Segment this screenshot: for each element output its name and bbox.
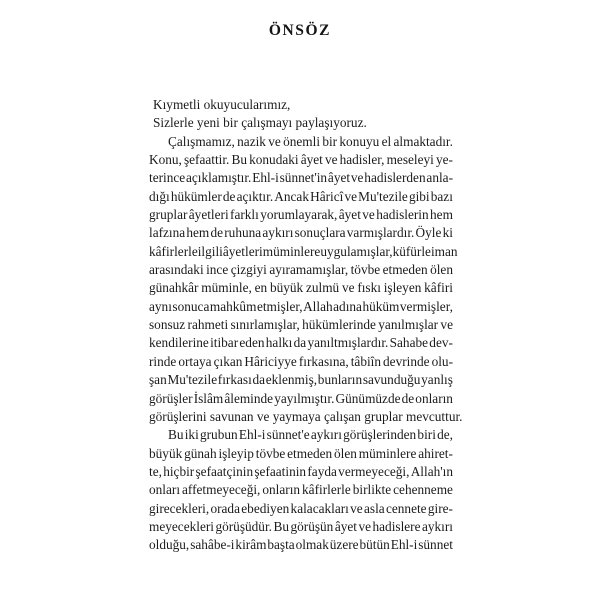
word: meseleyi	[386, 152, 434, 168]
word: Sahabe	[389, 335, 429, 351]
word: iki	[184, 427, 199, 443]
word: sahâbe-i	[190, 537, 235, 553]
word: şefaatinin	[254, 463, 307, 479]
word: yayılmıştır.	[274, 390, 335, 406]
word: onların	[415, 390, 453, 406]
word: Bu	[168, 427, 184, 443]
word: ince	[206, 262, 229, 278]
word: Bu	[273, 518, 289, 534]
text-line	[149, 151, 453, 169]
word: müminlere	[262, 243, 321, 259]
word: ve	[268, 133, 281, 149]
word: küfürle	[392, 243, 431, 259]
word: çıkan	[213, 353, 243, 369]
word: en	[254, 280, 268, 296]
word: konuyu	[339, 133, 380, 149]
word: rahmeti	[187, 317, 229, 333]
word: yanılmışlar	[378, 317, 439, 333]
word: yanıltmışlardır.	[307, 335, 389, 351]
word: tövbe	[350, 262, 381, 278]
word: büyük	[149, 445, 183, 461]
word: halkı	[265, 335, 293, 351]
word: yorumlayarak,	[260, 207, 338, 223]
word: orada	[210, 500, 240, 516]
text-line	[149, 463, 453, 481]
paragraph	[149, 96, 453, 133]
word: Ancak	[274, 188, 309, 204]
document-body	[149, 96, 463, 555]
word: Hâriciyye	[244, 353, 297, 369]
word: ortaya	[178, 353, 212, 369]
word: savunduğu	[362, 372, 421, 388]
text-line	[149, 133, 453, 151]
text-line	[149, 334, 453, 352]
word: âyetleri	[188, 207, 229, 223]
word: hadislere	[372, 518, 421, 534]
word: âyetleri	[222, 243, 263, 259]
word: affetmeyeceği,	[182, 482, 261, 498]
word: şefaattir.	[183, 152, 230, 168]
word: biri	[417, 427, 436, 443]
word: olduğu,	[149, 537, 190, 553]
word: âleminde	[224, 390, 274, 406]
word: Ehl-i	[390, 537, 418, 553]
word: âyet	[334, 518, 357, 534]
word: yanlış	[421, 372, 453, 388]
text-line	[149, 500, 453, 518]
text-line	[149, 426, 453, 444]
word: ebediyen	[241, 500, 290, 516]
word: kâfirlerle	[149, 243, 198, 259]
word: devrinde	[383, 353, 430, 369]
word: de,	[437, 427, 453, 443]
word: sünnet	[418, 537, 453, 553]
text-line	[149, 481, 453, 499]
word: İslâm	[193, 390, 224, 406]
word: sonuçlara	[294, 225, 346, 241]
word: etmişler,	[256, 298, 303, 314]
text-line	[149, 298, 453, 316]
text-line	[149, 536, 453, 554]
word: Bu	[231, 152, 248, 168]
word: bir	[322, 133, 338, 149]
word: bütün	[359, 537, 390, 553]
word: arasındaki	[149, 262, 204, 278]
word: almaktadır.	[393, 133, 453, 149]
word: gire-	[427, 500, 453, 516]
word: büyük	[269, 280, 304, 296]
word: iman	[430, 243, 458, 259]
word: ve	[341, 280, 355, 296]
page-title: ÖNSÖZ	[268, 22, 332, 39]
word: da	[252, 372, 266, 388]
word: de	[210, 225, 224, 241]
word: hüküm	[362, 298, 400, 314]
word: Ehl-i	[238, 427, 266, 443]
word: Ehl-i	[252, 170, 279, 186]
word: görüşler	[149, 390, 193, 406]
word: birlikte	[352, 482, 392, 498]
word: dev-	[429, 335, 453, 351]
word: kâfirlerle	[302, 482, 351, 498]
text-line: Sizlerle yeni bir çalışmayı paylaşıyoruz.	[153, 115, 367, 131]
word: uygulamışlar,	[320, 243, 393, 259]
word: ve	[324, 152, 338, 168]
word: girecekleri,	[149, 500, 210, 516]
word: fırkasına,	[298, 353, 349, 369]
word: lafzına	[149, 225, 186, 241]
word: sünnet'e	[266, 427, 310, 443]
word: itibar	[210, 335, 239, 351]
word: açıklamıştır.	[186, 170, 252, 186]
word: görüşlerinden	[343, 427, 417, 443]
word: gruplar	[149, 207, 188, 223]
word: te,	[149, 463, 162, 479]
word: de	[222, 188, 236, 204]
word: başta	[267, 537, 295, 553]
word: işleyip	[218, 445, 254, 461]
paragraph	[149, 426, 453, 554]
word: fırkası	[217, 372, 252, 388]
text-line	[149, 224, 453, 242]
word: gibi	[408, 188, 430, 204]
word: rinde	[149, 353, 177, 369]
word: olu-	[431, 353, 453, 369]
word: günah	[184, 445, 217, 461]
text-line	[149, 243, 458, 261]
word: onların	[262, 482, 301, 498]
word: hadisler,	[339, 152, 385, 168]
word: aykırı	[421, 518, 453, 534]
word: hiçbir	[163, 463, 195, 479]
word: Çalışmamız,	[168, 133, 235, 149]
word: eden	[239, 335, 265, 351]
word: sonsuz	[149, 317, 186, 333]
word: müminlere	[358, 445, 417, 461]
word: kendilerine	[149, 335, 209, 351]
word: önemli	[283, 133, 321, 149]
word: ve	[344, 188, 358, 204]
text-line	[149, 279, 453, 297]
text-line	[149, 353, 453, 371]
word: hem	[430, 207, 453, 223]
word: nazik	[237, 133, 266, 149]
paragraph	[149, 133, 463, 427]
word: Mu'tezile	[167, 372, 218, 388]
text-line: Kıymetli okuyucularımız,	[153, 97, 291, 112]
word: âyet	[327, 170, 351, 186]
word: ahiret-	[418, 445, 453, 461]
word: ve	[350, 170, 364, 186]
word: görüşün	[290, 518, 334, 534]
word: kirâm	[235, 537, 267, 553]
word: şan	[149, 372, 167, 388]
word: kâfiri	[424, 280, 453, 296]
word: aykırı	[310, 427, 342, 443]
word: sonuca	[172, 298, 210, 314]
word: sınırlamışlar,	[230, 317, 300, 333]
word: Günümüzde	[335, 390, 401, 406]
word: mahkûm	[209, 298, 257, 314]
word: tövbe	[255, 445, 286, 461]
word: sünnet'in	[279, 170, 328, 186]
word: etmeden	[382, 262, 428, 278]
word: aykırı	[262, 225, 294, 241]
word: de	[401, 390, 415, 406]
text-line	[149, 445, 453, 463]
word: vermişler,	[399, 298, 453, 314]
word: Öyle	[415, 225, 442, 241]
text-line: görüşlerini savunan ve yaymaya çalışan gruplar mevcuttur.	[149, 408, 463, 424]
word: ye-	[435, 152, 453, 168]
word: bazı	[430, 188, 453, 204]
word: işleyen	[383, 280, 422, 296]
word: meyecekleri	[149, 518, 214, 534]
word: ruhuna	[224, 225, 262, 241]
word: fayda	[307, 463, 337, 479]
word: kalacakları	[290, 500, 349, 516]
word: fıskı	[357, 280, 381, 296]
word: çizgiyi	[230, 262, 267, 278]
word: ve	[440, 317, 453, 333]
word: ölen	[334, 445, 357, 461]
word: şefaatçinin	[195, 463, 254, 479]
word: hadislerden	[364, 170, 426, 186]
word: varmışlardır.	[346, 225, 415, 241]
word: cehenneme	[393, 482, 453, 498]
word: da	[293, 335, 307, 351]
word: Hâricî	[310, 188, 344, 204]
text-line	[149, 188, 453, 206]
text-line	[149, 316, 453, 334]
word: terince	[149, 170, 186, 186]
word: tâbiîn	[350, 353, 382, 369]
word: âyet	[338, 207, 361, 223]
text-line	[149, 206, 453, 224]
word: hükümlerinde	[302, 317, 376, 333]
word: adına	[333, 298, 362, 314]
word: asla	[364, 500, 385, 516]
word: ölen	[430, 262, 453, 278]
word: el	[381, 133, 392, 149]
word: cennete	[385, 500, 427, 516]
word: hükümler	[170, 188, 222, 204]
text-line	[149, 518, 453, 536]
text-line	[149, 169, 453, 187]
word: günahkâr	[149, 280, 199, 296]
word: görüşüdür.	[215, 518, 272, 534]
word: ayıramamışlar,	[269, 262, 349, 278]
word: hem	[186, 225, 210, 241]
word: dığı	[149, 188, 170, 204]
word: olmak	[295, 537, 329, 553]
word: hadislerin	[376, 207, 429, 223]
word: anla-	[426, 170, 453, 186]
word: vermeyeceği,	[338, 463, 410, 479]
word: eklenmiş,	[265, 372, 318, 388]
word: onları	[149, 482, 181, 498]
word: bunların	[317, 372, 363, 388]
word: ve	[362, 207, 375, 223]
word: ve	[358, 518, 372, 534]
word: açıktır.	[236, 188, 274, 204]
text-line	[149, 371, 453, 389]
word: Allah	[303, 298, 333, 314]
word: ilgili	[197, 243, 223, 259]
word: farklı	[230, 207, 259, 223]
word: âyet	[300, 152, 323, 168]
word: zulmü	[305, 280, 340, 296]
word: müminle,	[201, 280, 252, 296]
word: Allah'ın	[410, 463, 453, 479]
word: Mu'tezile	[358, 188, 408, 204]
word: ve	[350, 500, 363, 516]
text-line	[149, 390, 453, 408]
word: Konu,	[149, 152, 182, 168]
word: konudaki	[249, 152, 299, 168]
word: ki	[442, 225, 453, 241]
word: etmeden	[287, 445, 333, 461]
word: aynı	[149, 298, 172, 314]
word: grubun	[199, 427, 238, 443]
word: üzere	[329, 537, 359, 553]
text-line	[149, 261, 453, 279]
